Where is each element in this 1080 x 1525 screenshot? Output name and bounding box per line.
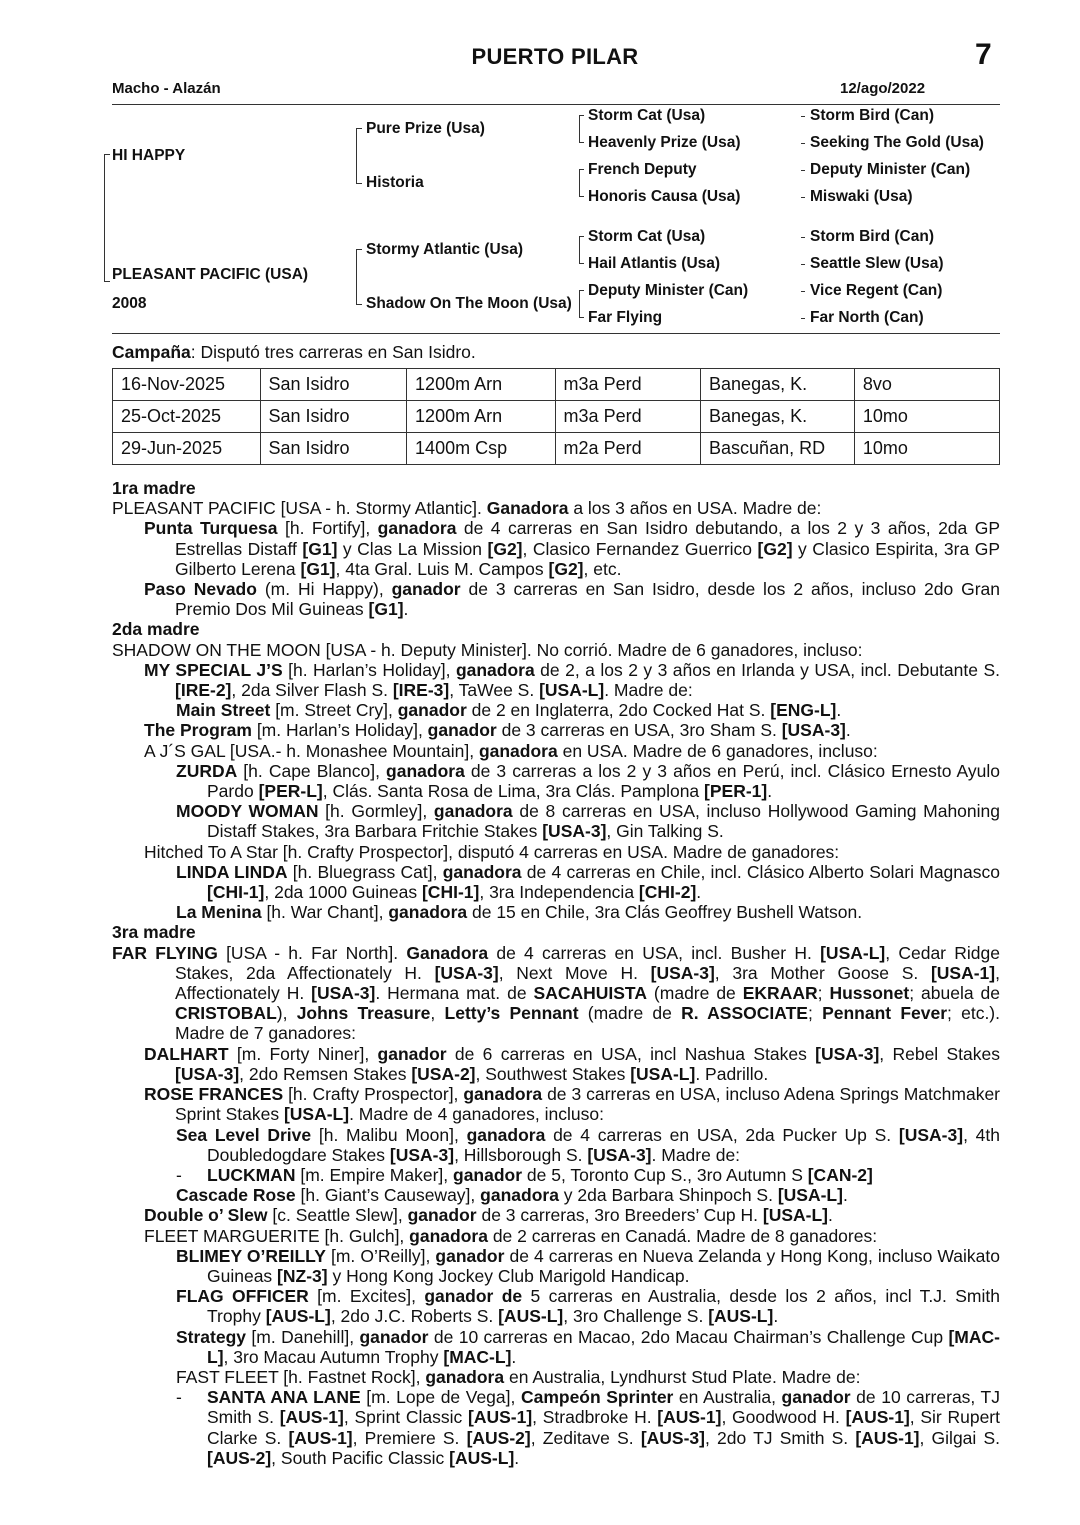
pedigree-gen3: French Deputy (588, 161, 697, 178)
campaign-table (112, 368, 1000, 465)
family-paragraph: - LUCKMAN [m. Empire Maker], ganador de 5, Toronto Cup S., 3ro Autumn S [CAN-2] (176, 1164, 873, 1185)
family-paragraph: DALHART [m. Forty Niner], ganador de 6 carreras en USA, incl Nashua Stakes [USA-3], Rebel Stakes [USA-3], 2do Remsen Stakes [USA-2], Southwest Stakes [USA-L]. Padrillo. (144, 1043, 1001, 1084)
bracket-gen2 (356, 249, 357, 305)
bracket-gen3 (579, 236, 580, 264)
campaign-cell: 1200m Arn (407, 401, 556, 433)
pedigree-gen2: Shadow On The Moon (Usa) (366, 295, 572, 312)
campaign-summary (112, 342, 476, 363)
campaign-cell: m2a Perd (555, 433, 700, 465)
pedigree-sire: HI HAPPY (112, 147, 186, 164)
pedigree-gen4: Seeking The Gold (Usa) (810, 134, 984, 151)
campaign-cell: 1200m Arn (407, 369, 556, 401)
family-paragraph: La Menina [h. War Chant], ganadora de 15 en Chile, 3ra Clás Geoffrey Bushell Watson. (176, 902, 863, 923)
family-paragraph: Strategy [m. Danehill], ganador de 10 carreras en Macao, 2do Macau Chairman’s Challenge Cup [MAC-L], 3ro Macau Autumn Trophy [MAC-L]. (176, 1326, 1000, 1367)
horse-name: PUERTO PILAR (471, 44, 639, 69)
bracket-tick (356, 304, 362, 305)
campaign-row (113, 401, 1000, 433)
bracket-gen3 (579, 115, 580, 143)
campaign-cell: m3a Perd (555, 401, 700, 433)
campaign-cell: m3a Perd (555, 369, 700, 401)
bracket-tick (801, 237, 805, 238)
campaign-cell: San Isidro (260, 401, 407, 433)
bracket-tick (801, 291, 805, 292)
bracket-gen2 (356, 128, 357, 184)
pedigree-gen3: Deputy Minister (Can) (588, 282, 749, 299)
divider-bottom (112, 333, 1000, 334)
campaign-cell: San Isidro (260, 433, 407, 465)
pedigree-gen2: Historia (366, 174, 424, 191)
family-paragraph: Main Street [m. Street Cry], ganador de 2 en Inglaterra, 2do Cocked Hat S. [ENG-L]. (176, 700, 842, 721)
bracket-tick (104, 154, 110, 155)
pedigree-gen4: Storm Bird (Can) (810, 107, 934, 124)
bracket-tick (579, 196, 584, 197)
family-paragraph: The Program [m. Harlan’s Holiday], ganador de 3 carreras en USA, 3ro Sham S. [USA-3]. (144, 720, 851, 741)
family-paragraph: Punta Turquesa [h. Fortify], ganadora de 4 carreras en San Isidro debutando, a los 2 y 3 años, 2da GP Estrellas Distaff [G1] y Clas La Mission [G2], Clasico Fernandez Guerrico [G2] y Clasico Espirita, 3ra GP Gilberto Lerena [G1], 4ta Gral. Luis M. Campos [G2], etc. (144, 518, 1001, 579)
pedigree-gen3: Heavenly Prize (Usa) (588, 134, 741, 151)
pedigree-gen4: Vice Regent (Can) (810, 282, 943, 299)
bracket-gen1 (104, 154, 105, 282)
family-heading: 1ra madre (112, 478, 196, 498)
campaign-cell: 16-Nov-2025 (113, 369, 261, 401)
campaign-text: : Disputó tres carreras en San Isidro. (190, 342, 476, 362)
campaign-cell: 10mo (854, 401, 999, 433)
campaign-row (113, 369, 1000, 401)
pedigree-gen3: Storm Cat (Usa) (588, 228, 706, 245)
family-paragraph: Cascade Rose [h. Giant’s Causeway], ganadora y 2da Barbara Shinpoch S. [USA-L]. (176, 1185, 848, 1206)
family-heading: 2da madre (112, 619, 200, 640)
family-paragraph: Double o’ Slew [c. Seattle Slew], ganador de 3 carreras, 3ro Breeders’ Cup H. [USA-L]. (144, 1205, 833, 1226)
family-paragraph: FLEET MARGUERITE [h. Gulch], ganadora de 2 carreras en Canadá. Madre de 8 ganadores: (144, 1225, 878, 1246)
bracket-gen3 (579, 169, 580, 197)
bracket-tick (579, 142, 584, 143)
campaign-cell: Banegas, K. (701, 369, 855, 401)
campaign-cell: Bascuñan, RD (701, 433, 855, 465)
pedigree-gen4: Far North (Can) (810, 309, 924, 326)
family-section (112, 478, 1000, 1468)
bracket-tick (801, 318, 805, 319)
family-paragraph: - SANTA ANA LANE [m. Lope de Vega], Campeón Sprinter en Australia, ganador de 10 carreras, TJ Smith S. [AUS-1], Sprint Classic [AUS-1], Stradbroke H. [AUS-1], Goodwood H. [AUS-1], Sir Rupert Clarke S. [AUS-1], Premiere S. [AUS-2], Zeditave S. [AUS-3], 2do TJ Smith S. [AUS-1], Gilgai S. [AUS-2], South Pacific Classic [AUS-L]. (176, 1387, 1001, 1468)
birth-date: 12/ago/2022 (840, 80, 926, 97)
lot-number: 7 (975, 38, 992, 71)
campaign-row (113, 433, 1000, 465)
campaign-cell: 10mo (854, 433, 999, 465)
bracket-gen3 (579, 290, 580, 318)
bracket-tick (579, 169, 584, 170)
bracket-tick (579, 236, 584, 237)
campaign-cell: 25-Oct-2025 (113, 401, 261, 433)
bracket-tick (801, 197, 805, 198)
family-paragraph: Hitched To A Star [h. Crafty Prospector], disputó 4 carreras en USA. Madre de ganadores: (144, 841, 840, 862)
campaign-label: Campaña (112, 342, 191, 362)
bracket-tick (801, 170, 805, 171)
bracket-tick (579, 263, 584, 264)
bracket-tick (801, 143, 805, 144)
pedigree-gen3: Hail Atlantis (Usa) (588, 255, 721, 272)
pedigree-gen2: Stormy Atlantic (Usa) (366, 241, 524, 258)
family-heading: 3ra madre (112, 922, 196, 943)
family-paragraph: PLEASANT PACIFIC [USA - h. Stormy Atlantic]. Ganadora a los 3 años en USA. Madre de: (112, 498, 822, 519)
pedigree-gen4: Seattle Slew (Usa) (810, 255, 944, 272)
pedigree-gen4: Deputy Minister (Can) (810, 161, 971, 178)
bracket-tick (356, 128, 362, 129)
pedigree-gen3: Honoris Causa (Usa) (588, 188, 741, 205)
bracket-tick (801, 116, 805, 117)
bracket-tick (579, 290, 584, 291)
divider-top (112, 104, 1000, 105)
family-paragraph: LINDA LINDA [h. Bluegrass Cat], ganadora de 4 carreras en Chile, incl. Clásico Alberto Solari Magnasco [CHI-1], 2da 1000 Guineas [CHI-1], 3ra Independencia [CHI-2]. (176, 861, 1000, 903)
pedigree-dam: PLEASANT PACIFIC (USA) (112, 266, 309, 283)
family-paragraph: A J´S GAL [USA.- h. Monashee Mountain], ganadora en USA. Madre de 6 ganadores, incluso: (144, 740, 878, 761)
sex-color: Macho - Alazán (112, 80, 221, 97)
family-paragraph: FAST FLEET [h. Fastnet Rock], ganadora en Australia, Lyndhurst Stud Plate. Madre de: (176, 1366, 861, 1387)
family-paragraph: ROSE FRANCES [h. Crafty Prospector], ganadora de 3 carreras en USA, incluso Adena Springs Matchmaker Sprint Stakes [USA-L]. Madre de 4 ganadores, incluso: (144, 1084, 1001, 1125)
campaign-cell: Banegas, K. (701, 401, 855, 433)
campaign-cell: 29-Jun-2025 (113, 433, 261, 465)
pedigree-gen3: Storm Cat (Usa) (588, 107, 706, 124)
bracket-tick (801, 264, 805, 265)
pedigree-gen4: Storm Bird (Can) (810, 228, 934, 245)
pedigree-gen2: Pure Prize (Usa) (366, 120, 485, 137)
bracket-tick (356, 249, 362, 250)
family-paragraph: FLAG OFFICER [m. Excites], ganador de 5 carreras en Australia, desde los 2 años, incl T.J. Smith Trophy [AUS-L], 2do J.C. Roberts S. [AUS-L], 3ro Challenge S. [AUS-L]. (176, 1286, 1000, 1327)
pedigree-gen3: Far Flying (588, 309, 663, 326)
campaign-cell: 8vo (854, 369, 999, 401)
pedigree-dam-year: 2008 (112, 295, 147, 312)
campaign-cell: 1400m Csp (407, 433, 556, 465)
family-paragraph: MY SPECIAL J’S [h. Harlan’s Holiday], ganadora de 2, a los 2 y 3 años en Irlanda y USA, incl. Debutante S. [IRE-2], 2da Silver Flash S. [IRE-3], TaWee S. [USA-L]. Madre de: (144, 659, 1000, 701)
family-paragraph: FAR FLYING [USA - h. Far North]. Ganadora de 4 carreras en USA, incl. Busher H. [USA-L], Cedar Ridge Stakes, 2da Affectionately H. [USA-3], Next Move H. [USA-3], 3ra Mother Goose S. [USA-1], Affectionately H. [USA-3]. Hermana mat. de SACAHUISTA (madre de EKRAAR; Hussonet; abuela de CRISTOBAL), Johns Treasure, Letty’s Pennant (madre de R. ASSOCIATE; Pennant Fever; etc.). Madre de 7 ganadores: (112, 942, 1000, 1044)
family-paragraph: Paso Nevado (m. Hi Happy), ganador de 3 carreras en San Isidro, desde los 2 años, incluso 2do Gran Premio Dos Mil Guineas [G1]. (144, 579, 1001, 620)
bracket-tick (579, 115, 584, 116)
family-paragraph: MOODY WOMAN [h. Gormley], ganadora de 8 carreras en USA, incluso Hollywood Gaming Mahoning Distaff Stakes, 3ra Barbara Fritchie Stakes [USA-3], Gin Talking S. (176, 801, 1000, 842)
bracket-tick (104, 281, 110, 282)
bracket-tick (579, 317, 584, 318)
family-paragraph: BLIMEY O’REILLY [m. O’Reilly], ganador de 4 carreras en Nueva Zelanda y Hong Kong, incluso Waikato Guineas [NZ-3] y Hong Kong Jockey Club Marigold Handicap. (176, 1245, 1000, 1286)
family-paragraph: ZURDA [h. Cape Blanco], ganadora de 3 carreras a los 2 y 3 años en Perú, incl. Clásico Ernesto Ayulo Pardo [PER-L], Clás. Santa Rosa de Lima, 3ra Clás. Pamplona [PER-1]. (176, 760, 1000, 802)
family-paragraph: SHADOW ON THE MOON [USA - h. Deputy Minister]. No corrió. Madre de 6 ganadores, incluso: (112, 639, 863, 660)
pedigree-gen4: Miswaki (Usa) (810, 188, 913, 205)
family-paragraph: Sea Level Drive [h. Malibu Moon], ganadora de 4 carreras en USA, 2da Pucker Up S. [USA-3], 4th Doubledogdare Stakes [USA-3], Hillsborough S. [USA-3]. Madre de: (176, 1124, 1000, 1165)
bracket-tick (356, 183, 362, 184)
campaign-cell: San Isidro (260, 369, 407, 401)
